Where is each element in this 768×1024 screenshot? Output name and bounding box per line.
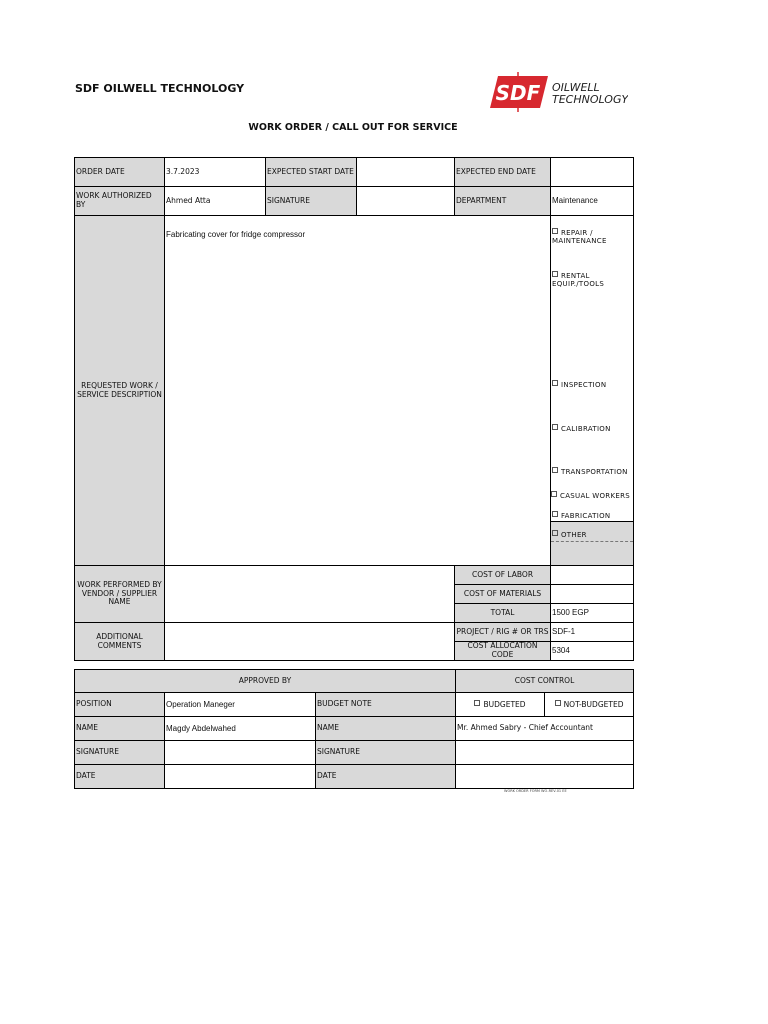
cost-labor-value[interactable]	[551, 566, 634, 585]
order-date-label: ORDER DATE	[75, 158, 165, 187]
checkbox-icon	[552, 424, 558, 430]
not-budgeted-option[interactable]: NOT-BUDGETED	[545, 693, 634, 717]
signature-label: SIGNATURE	[266, 187, 357, 216]
name2-label: NAME	[316, 717, 456, 741]
expected-end-label: EXPECTED END DATE	[455, 158, 551, 187]
other-section	[551, 521, 633, 566]
vendor-label: WORK PERFORMED BY VENDOR / SUPPLIER NAME	[75, 566, 165, 623]
logo-mark: SDF	[495, 81, 541, 105]
checkbox-icon	[552, 530, 558, 536]
position-label: POSITION	[75, 693, 165, 717]
name-value[interactable]: Magdy Abdelwahed	[165, 717, 316, 741]
category-casual-workers[interactable]: CASUAL WORKERS	[551, 491, 631, 500]
allocation-value[interactable]: 5304	[551, 642, 634, 661]
approval-date2-label: DATE	[316, 765, 456, 789]
checkbox-icon	[552, 380, 558, 386]
category-inspection[interactable]: INSPECTION	[552, 380, 606, 389]
approval-date2-value[interactable]	[456, 765, 634, 789]
approval-signature2-value[interactable]	[456, 741, 634, 765]
checkbox-icon	[552, 467, 558, 473]
category-list	[551, 216, 634, 566]
project-label: PROJECT / RIG # OR TRS	[455, 623, 551, 642]
category-transportation[interactable]: TRANSPORTATION	[552, 467, 628, 476]
additional-comments-value[interactable]	[165, 623, 455, 661]
approved-by-header: APPROVED BY	[75, 670, 456, 693]
cost-materials-label: COST OF MATERIALS	[455, 585, 551, 604]
signature-value[interactable]	[357, 187, 455, 216]
approval-signature2-label: SIGNATURE	[316, 741, 456, 765]
logo-line2: TECHNOLOGY	[552, 93, 628, 106]
checkbox-icon	[552, 271, 558, 277]
checkbox-icon	[552, 511, 558, 517]
department-label: DEPARTMENT	[455, 187, 551, 216]
logo-line1: OILWELL	[552, 81, 600, 94]
budgeted-option[interactable]: BUDGETED	[456, 693, 545, 717]
department-value[interactable]: Maintenance	[551, 187, 634, 216]
cost-materials-value[interactable]	[551, 585, 634, 604]
category-calibration[interactable]: CALIBRATION	[552, 424, 611, 433]
company-name: SDF OILWELL TECHNOLOGY	[75, 82, 245, 95]
vendor-value[interactable]	[165, 566, 455, 623]
sdf-logo	[488, 72, 628, 112]
approval-signature-label: SIGNATURE	[75, 741, 165, 765]
name-label: NAME	[75, 717, 165, 741]
total-value[interactable]: 1500 EGP	[551, 604, 634, 623]
cost-labor-label: COST OF LABOR	[455, 566, 551, 585]
category-fabrication[interactable]: FABRICATION	[552, 511, 610, 520]
name2-value[interactable]: Mr. Ahmed Sabry - Chief Accountant	[456, 717, 634, 741]
project-value[interactable]: SDF-1	[551, 623, 634, 642]
approval-date-label: DATE	[75, 765, 165, 789]
expected-end-value[interactable]	[551, 158, 634, 187]
checkbox-icon	[552, 228, 558, 234]
form-title: WORK ORDER / CALL OUT FOR SERVICE	[248, 122, 458, 133]
expected-start-label: EXPECTED START DATE	[266, 158, 357, 187]
budget-note-label: BUDGET NOTE	[316, 693, 456, 717]
work-order-table	[74, 157, 634, 566]
approval-signature-value[interactable]	[165, 741, 316, 765]
category-repair[interactable]: REPAIR / MAINTENANCE	[552, 229, 607, 246]
request-description[interactable]: Fabricating cover for fridge compressor	[165, 216, 551, 566]
cost-control-header: COST CONTROL	[456, 670, 634, 693]
checkbox-icon	[551, 491, 557, 497]
position-value[interactable]: Operation Maneger	[165, 693, 316, 717]
authorized-by-value[interactable]: Ahmed Atta	[165, 187, 266, 216]
additional-comments-label: ADDITIONAL COMMENTS	[75, 623, 165, 661]
allocation-label: COST ALLOCATION CODE	[455, 642, 551, 661]
category-other[interactable]: OTHER	[551, 522, 633, 542]
checkbox-icon	[555, 700, 561, 706]
request-label: REQUESTED WORK / SERVICE DESCRIPTION	[75, 216, 165, 566]
authorized-by-label: WORK AUTHORIZED BY	[75, 187, 165, 216]
checkbox-icon	[474, 700, 480, 706]
category-rental[interactable]: RENTAL EQUIP./TOOLS	[552, 272, 605, 289]
order-date-value[interactable]: 3.7.2023	[165, 158, 266, 187]
approval-date-value[interactable]	[165, 765, 316, 789]
expected-start-value[interactable]	[357, 158, 455, 187]
vendor-cost-table	[74, 565, 634, 661]
total-label: TOTAL	[455, 604, 551, 623]
approval-table	[74, 669, 634, 789]
footer-code: WORK ORDER FORM WO-REV-01 EE	[504, 789, 567, 793]
